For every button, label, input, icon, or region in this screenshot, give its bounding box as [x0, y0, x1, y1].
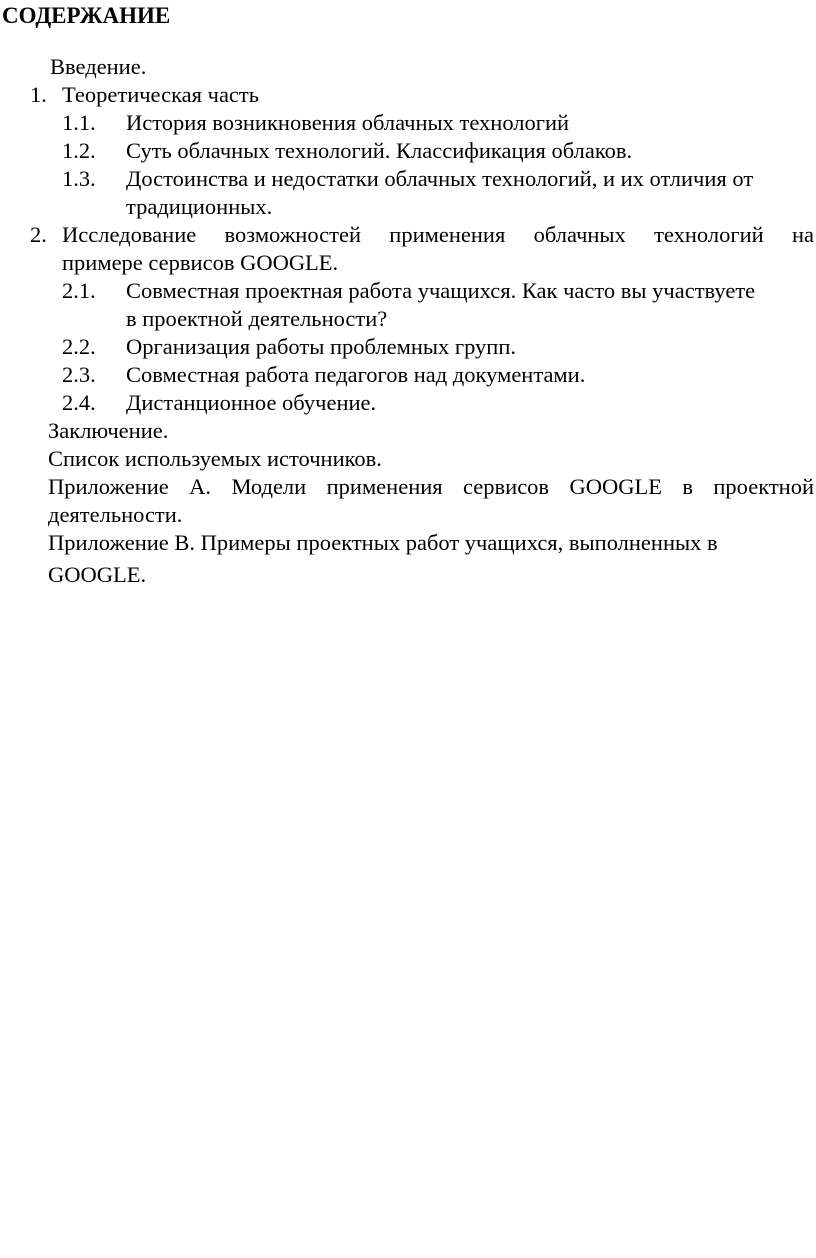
toc-s1-3-number: 1.3. — [62, 166, 96, 191]
toc-s2-3-number: 2.3. — [62, 362, 96, 387]
toc-s1-2-number: 1.2. — [62, 138, 96, 163]
toc-appendix-a-line1-wrap — [48, 473, 814, 500]
toc-appendix-a-line1: Приложение А. Модели применения сервисов GOOGLE в проектной — [48, 474, 814, 499]
toc-s1-2-text: Суть облачных технологий. Классификация облаков. — [126, 138, 633, 163]
toc-s2-1-text-line2: в проектной деятельности? — [126, 306, 388, 331]
toc-appendix-b-line2: GOOGLE. — [48, 562, 147, 587]
toc-s2-text-line1 — [62, 221, 814, 248]
toc-appendix-a-line2: деятельности. — [48, 502, 183, 527]
toc-s1-3-text-line1: Достоинства и недостатки облачных технологий, и их отличия от — [126, 166, 754, 191]
toc-s2-text-line2: примере сервисов GOOGLE. — [62, 250, 339, 275]
toc-conclusion: Заключение. — [48, 418, 169, 443]
toc-s2-2-text: Организация работы проблемных групп. — [126, 334, 516, 359]
toc-sources: Список используемых источников. — [48, 446, 382, 471]
toc-s2-4-text: Дистанционное обучение. — [126, 390, 377, 415]
toc-s2-1-text-line1: Совместная проектная работа учащихся. Как часто вы участвуете — [126, 278, 756, 303]
toc-appendix-b-line1: Приложение В. Примеры проектных работ учащихся, выполненных в — [48, 530, 718, 555]
toc-s2-3-text: Совместная работа педагогов над документами. — [126, 362, 586, 387]
toc-s1-1-text: История возникновения облачных технологий — [126, 110, 570, 135]
toc-s1-1-number: 1.1. — [62, 110, 96, 135]
toc-s2-4-number: 2.4. — [62, 390, 96, 415]
toc-s1-3-text-line2: традиционных. — [126, 194, 273, 219]
toc-title: СОДЕРЖАНИЕ — [2, 3, 171, 28]
toc-s1-number: 1. — [30, 82, 47, 107]
toc-intro: Введение. — [50, 54, 147, 79]
toc-s1-text: Теоретическая часть — [62, 82, 260, 107]
toc-s2-1-number: 2.1. — [62, 278, 96, 303]
toc-s2-2-number: 2.2. — [62, 334, 96, 359]
toc-s2-number: 2. — [30, 222, 47, 247]
toc-s2-text-line1-content: Исследование возможностей применения облачных технологий на — [62, 222, 814, 247]
